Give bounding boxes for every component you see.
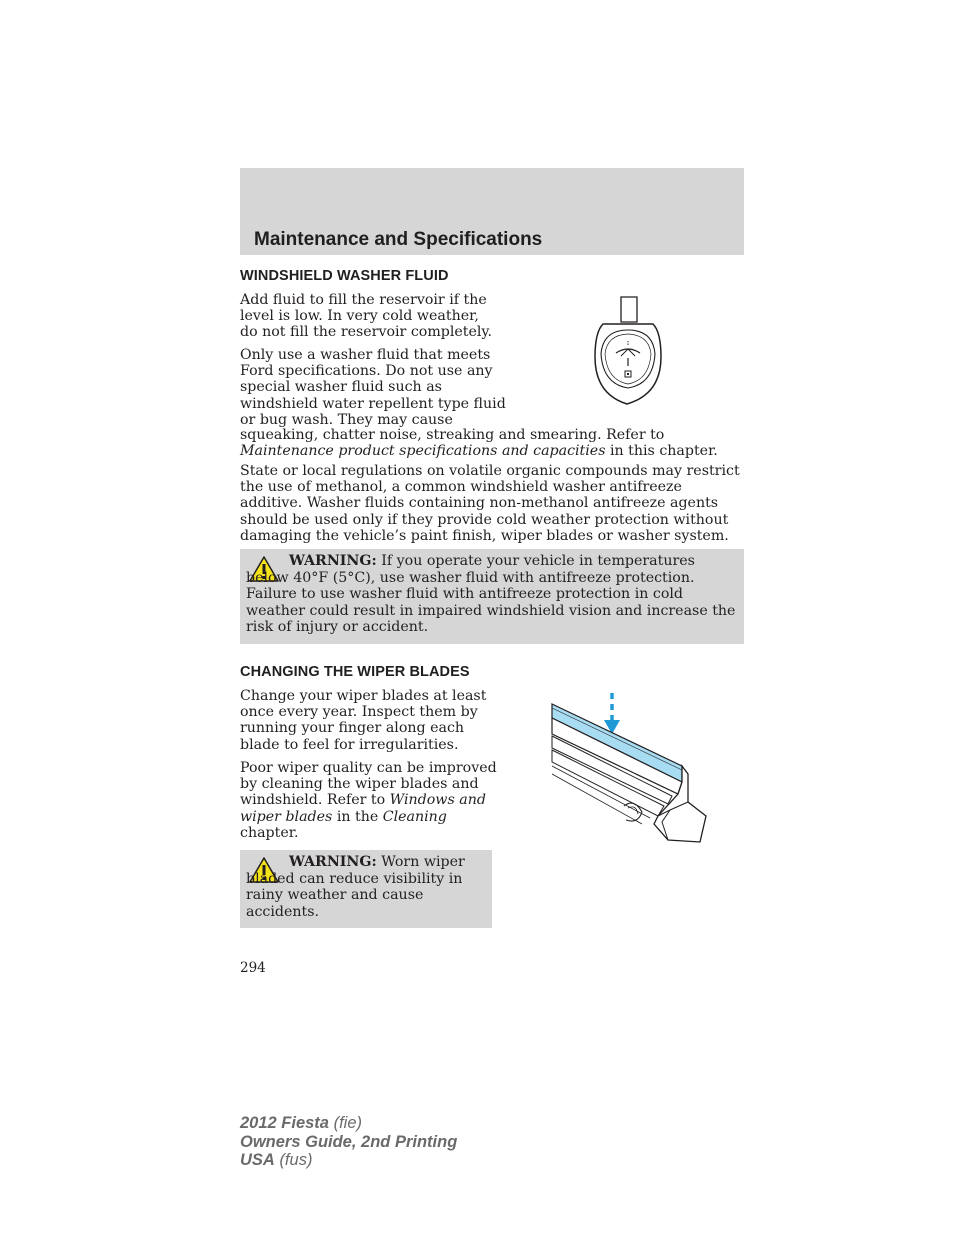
washer-p2-cont: squeaking, chatter noise, streaking and smearing. Refer to bbox=[240, 427, 665, 443]
wiper-p2-mid: in the bbox=[336, 808, 379, 825]
washer-p2-line: windshield water repellent type fluid bbox=[240, 395, 506, 412]
footer-line-guide bbox=[240, 1133, 457, 1152]
wiper-p2-start: Poor wiper quality can be improved by cleaning the wiper blades and windshield. Refer to bbox=[240, 760, 497, 809]
cross-reference-windows: Windows and wiper blades bbox=[240, 792, 486, 825]
washer-p2-line: special washer fluid such as bbox=[240, 379, 442, 396]
washer-p2-line: Only use a washer fluid that meets bbox=[240, 347, 491, 363]
section-heading-wiper-blades: CHANGING THE WIPER BLADES bbox=[240, 664, 470, 680]
footer-region: USA bbox=[240, 1151, 275, 1169]
wiper-paragraph-1: Change your wiper blades at least once every year. Inspect them by running your finger along each blade to feel for irregularities. bbox=[240, 688, 487, 753]
warning-label: WARNING: bbox=[289, 553, 377, 569]
footer bbox=[240, 1114, 457, 1170]
footer-guide: Owners Guide, 2nd Printing bbox=[240, 1132, 458, 1151]
cross-reference-cleaning: Cleaning bbox=[382, 808, 447, 825]
warning-text-wiper bbox=[246, 854, 484, 920]
footer-region-code: (fus) bbox=[279, 1151, 313, 1169]
footer-model-code: (fie) bbox=[333, 1114, 362, 1132]
header-band bbox=[240, 168, 744, 255]
washer-p2-end: in this chapter. bbox=[610, 443, 718, 460]
washer-paragraph-1: Add fluid to fill the reservoir if the level is low. In very cold weather, do not fill the reservoir completely. bbox=[240, 292, 493, 341]
washer-p2-line: or bug wash. They may cause bbox=[240, 411, 453, 428]
cross-reference-maintenance: Maintenance product specifications and capacities bbox=[240, 443, 606, 460]
footer-line-region bbox=[240, 1151, 457, 1170]
footer-line-model bbox=[240, 1114, 457, 1133]
warning-body: If you operate your vehicle in temperatures below 40°F (5°C), use washer fluid with antifreeze protection. Failure to use washer fluid with antifreeze protection in cold weather could result in impaired windshield vision and increase the risk of injury or accident. bbox=[246, 553, 736, 635]
section-heading-washer-fluid: WINDSHIELD WASHER FLUID bbox=[240, 268, 449, 284]
wiper-paragraph-2 bbox=[240, 760, 498, 841]
page-number: 294 bbox=[240, 960, 266, 976]
warning-label: WARNING: bbox=[289, 854, 377, 870]
footer-model: 2012 Fiesta bbox=[240, 1114, 329, 1132]
warning-box-wiper bbox=[240, 850, 492, 928]
washer-paragraph-3: State or local regulations on volatile organic compounds may restrict the use of methanol, a common windshield washer antifreeze additive. Washer fluids containing non-methanol antifreeze agents should be used only if they provide cold weather protection without damaging the vehicle’s paint finish, wiper blades or washer system. bbox=[240, 463, 740, 544]
warning-body: Worn wiper bladed can reduce visibility in rainy weather and cause accidents. bbox=[246, 854, 465, 920]
washer-paragraph-2 bbox=[240, 347, 510, 428]
warning-box-washer bbox=[240, 549, 744, 644]
warning-text-washer bbox=[246, 553, 736, 636]
washer-paragraph-2-continued bbox=[240, 427, 740, 459]
wiper-p2-end: chapter. bbox=[240, 824, 299, 841]
washer-p2-line: Ford specifications. Do not use any bbox=[240, 363, 493, 380]
washer-reservoir-cap-icon bbox=[585, 292, 675, 408]
page-title: Maintenance and Specifications bbox=[254, 229, 543, 250]
wiper-blade-illustration bbox=[550, 690, 710, 850]
